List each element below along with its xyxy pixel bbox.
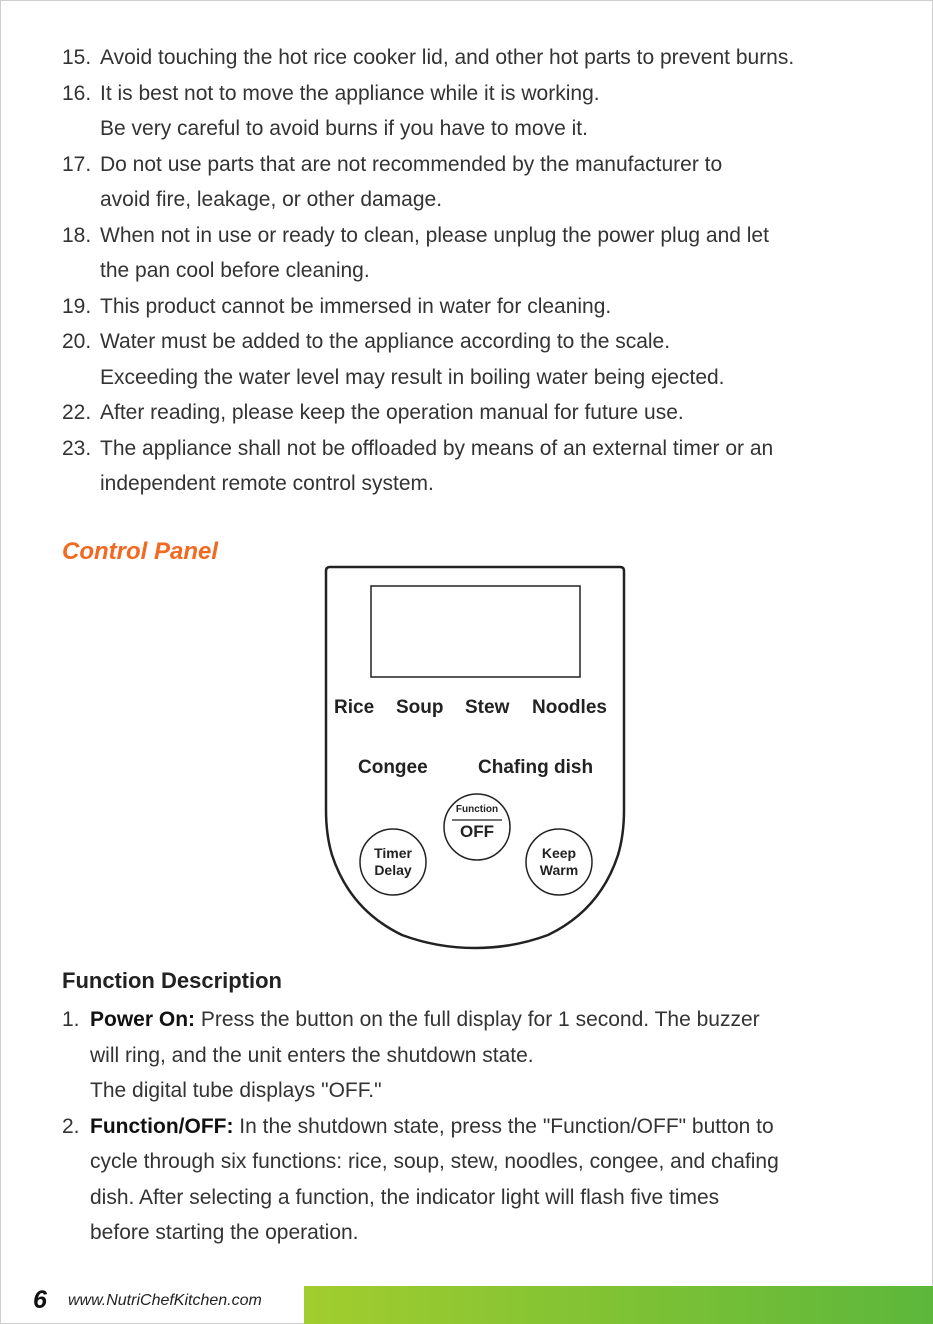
item-number: 20.: [62, 330, 92, 353]
item-text: In the shutdown state, press the "Function/OFF" button to: [233, 1114, 774, 1138]
list-item: [62, 431, 892, 502]
item-line: [90, 1002, 902, 1038]
item-line: The digital tube displays "OFF.": [90, 1079, 382, 1102]
item-number: 17.: [62, 152, 92, 176]
item-number: 22.: [62, 401, 92, 424]
item-line: independent remote control system.: [100, 472, 434, 495]
item-number: 15.: [62, 46, 92, 69]
control-panel-diagram: [318, 565, 632, 950]
menu-rice[interactable]: Rice: [334, 697, 375, 718]
item-number: 23.: [62, 436, 92, 460]
item-line: Be very careful to avoid burns if you have to move it.: [100, 117, 588, 140]
item-line: avoid fire, leakage, or other damage.: [100, 188, 443, 211]
menu-congee[interactable]: Congee: [358, 757, 428, 778]
item-line: The appliance shall not be offloaded by means of an external timer or an: [100, 436, 774, 460]
list-item: [62, 324, 892, 395]
item-label: Power On:: [90, 1008, 196, 1031]
list-item: [62, 76, 892, 147]
item-line: After reading, please keep the operation manual for future use.: [100, 401, 684, 424]
menu-stew[interactable]: Stew: [465, 697, 510, 718]
item-line: When not in use or ready to clean, please unplug the power plug and let: [100, 223, 769, 247]
menu-chafing-dish[interactable]: Chafing dish: [478, 757, 594, 778]
item-line: [90, 1109, 902, 1145]
list-item: [62, 40, 892, 76]
item-line: the pan cool before cleaning.: [100, 259, 370, 282]
item-line: Exceeding the water level may result in boiling water being ejected.: [100, 365, 725, 389]
page-number: 6: [33, 1286, 47, 1314]
safety-instructions-list: [62, 40, 892, 502]
item-line: Water must be added to the appliance according to the scale.: [100, 330, 671, 353]
display-screen: [371, 586, 580, 677]
list-item: [62, 289, 892, 325]
item-line: Do not use parts that are not recommended by the manufacturer to: [100, 152, 723, 176]
keep-warm-button[interactable]: [526, 829, 592, 895]
list-item: [62, 147, 892, 218]
keep-label: Keep: [541, 845, 577, 861]
item-number: 1.: [62, 1008, 80, 1031]
list-item: [62, 218, 892, 289]
timer-delay-button[interactable]: [360, 829, 426, 895]
list-item: [62, 395, 892, 431]
item-label: Function/OFF:: [90, 1114, 234, 1138]
function-description-list: [62, 1002, 902, 1251]
list-item: [62, 1002, 902, 1109]
item-line: It is best not to move the appliance while it is working.: [100, 81, 600, 105]
item-line: cycle through six functions: rice, soup, stew, noodles, congee, and chafing: [90, 1150, 779, 1173]
menu-noodles[interactable]: Noodles: [532, 697, 607, 718]
delay-label: Delay: [374, 862, 412, 878]
item-line: before starting the operation.: [90, 1221, 359, 1244]
off-label: OFF: [460, 822, 494, 841]
control-panel-heading: Control Panel: [62, 538, 219, 565]
item-number: 19.: [62, 294, 92, 318]
timer-label: Timer: [374, 845, 412, 861]
item-number: 16.: [62, 81, 92, 105]
item-text: Press the button on the full display for 1 second. The buzzer: [195, 1008, 760, 1031]
function-off-button[interactable]: [444, 794, 510, 860]
warm-label: Warm: [539, 862, 579, 878]
footer-green-bar: [304, 1286, 933, 1324]
menu-soup[interactable]: Soup: [396, 697, 444, 718]
item-line: This product cannot be immersed in water for cleaning.: [100, 294, 612, 318]
item-line: will ring, and the unit enters the shutdown state.: [90, 1043, 534, 1067]
item-line: dish. After selecting a function, the indicator light will flash five times: [90, 1185, 720, 1209]
item-number: 18.: [62, 223, 92, 247]
item-number: 2.: [62, 1114, 80, 1138]
function-label: Function: [455, 804, 499, 815]
item-line: Avoid touching the hot rice cooker lid, and other hot parts to prevent burns.: [100, 46, 795, 69]
list-item: [62, 1109, 902, 1251]
footer-url[interactable]: www.NutriChefKitchen.com: [68, 1292, 262, 1309]
function-description-heading: Function Description: [62, 968, 282, 993]
